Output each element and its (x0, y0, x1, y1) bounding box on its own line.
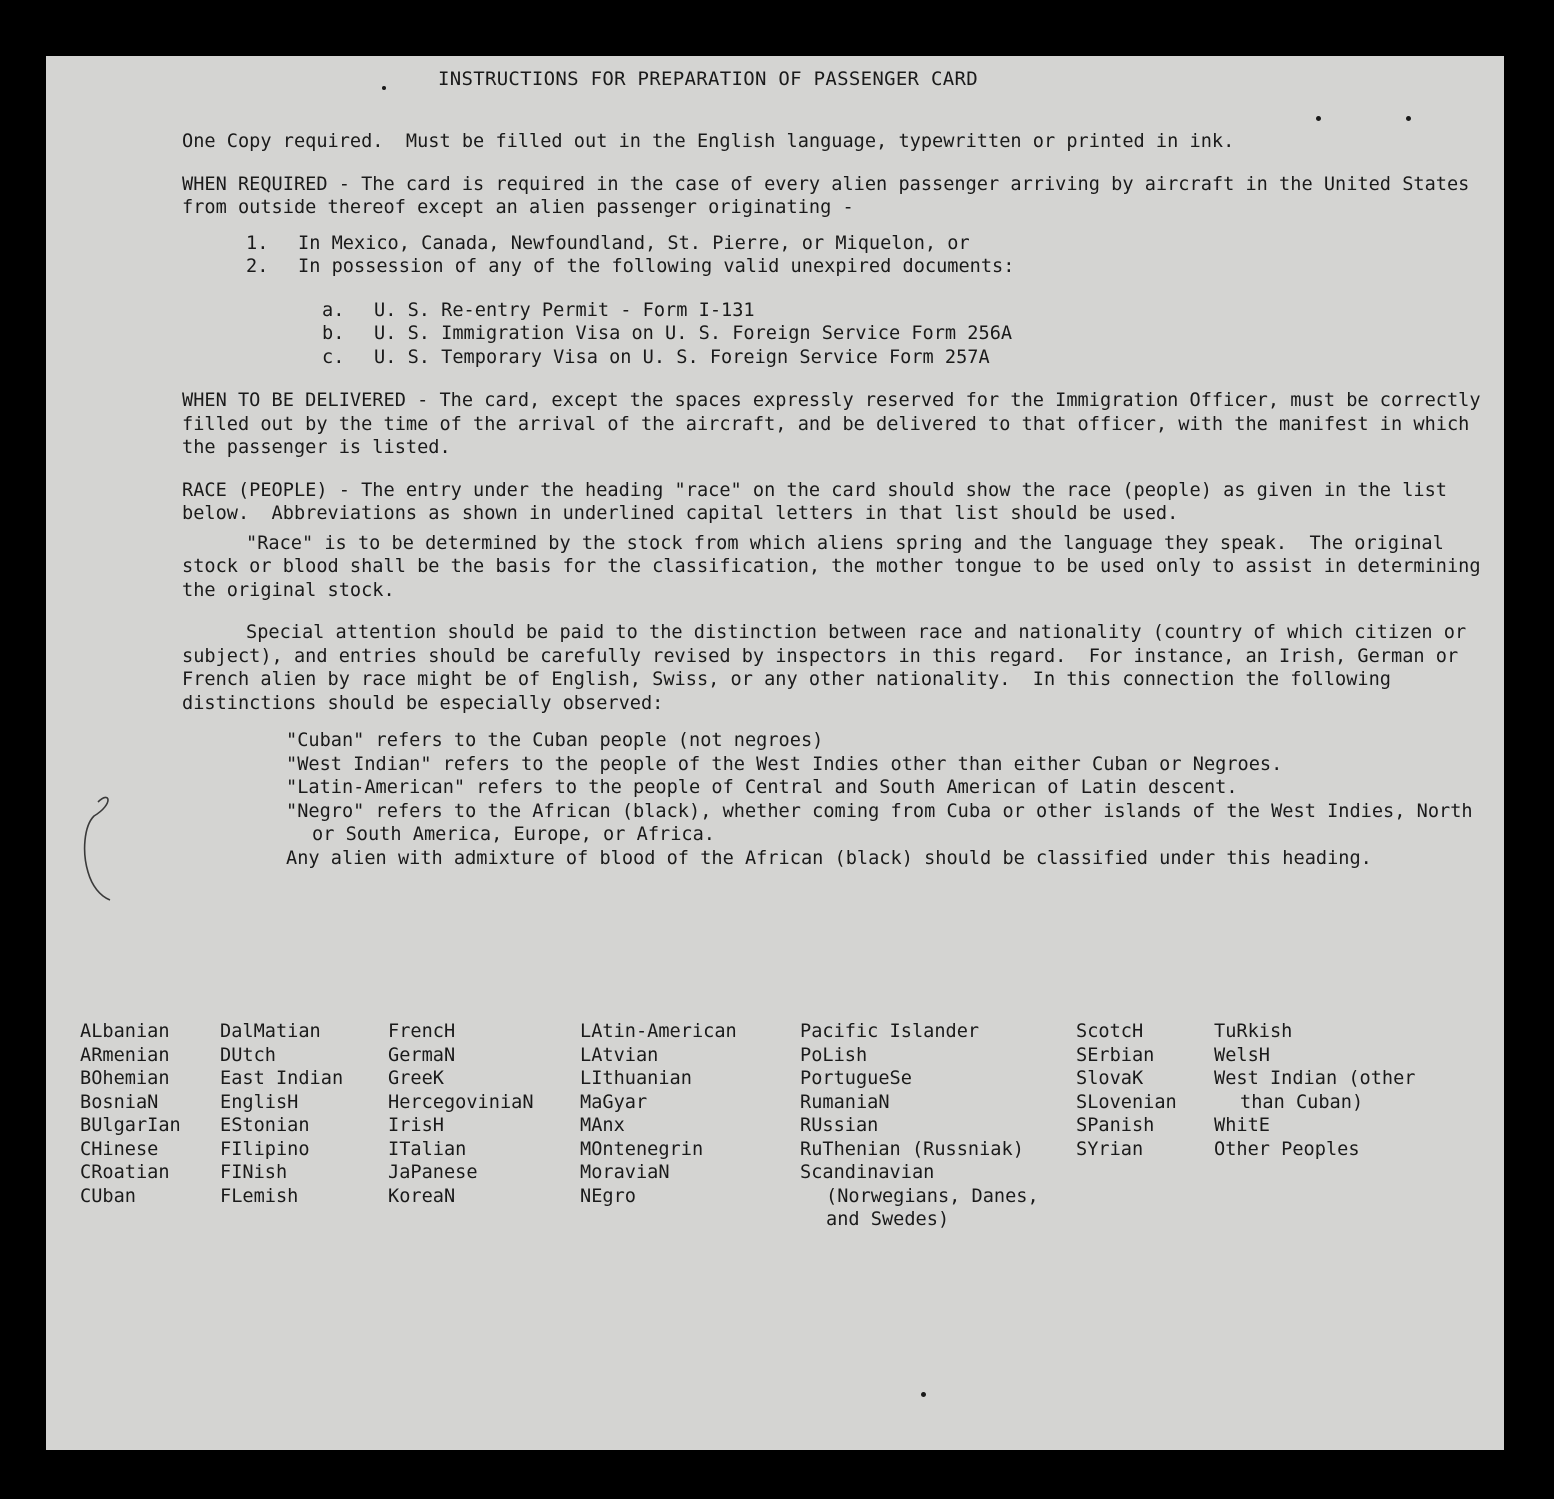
race-item: PortugueSe (800, 1068, 912, 1089)
race-item: WelsH (1214, 1044, 1270, 1066)
race-column (80, 1020, 181, 1208)
race-item: RUssian (800, 1115, 879, 1136)
race-item: IrisH (388, 1115, 444, 1136)
race-item: MAnx (580, 1115, 625, 1136)
race-item: West Indian (other than Cuban) (1214, 1068, 1416, 1113)
exception-list (246, 232, 1492, 279)
race-item: BUlgarIan (80, 1115, 181, 1136)
race-item: LAtvian (580, 1044, 659, 1066)
race-item: WhitE (1214, 1115, 1270, 1136)
race-column (800, 1020, 1062, 1232)
handwritten-mark (80, 792, 120, 902)
list-item: 1. In Mexico, Canada, Newfoundland, St. Pierre, or Miquelon, or (246, 232, 970, 254)
race-item: JaPanese (388, 1162, 478, 1183)
list-item: "Cuban" refers to the Cuban people (not negroes) (286, 730, 824, 751)
race-item: ARmenian (80, 1044, 170, 1066)
race-column (220, 1020, 343, 1208)
race-item: LAtin-American (580, 1021, 737, 1042)
when-delivered-paragraph: WHEN TO BE DELIVERED - The card, except the spaces expressly reserved for the Immigration Officer, must be correctly filled out by the time of the arrival of the aircraft, and be delivered to that officer, with the manifest in which the passenger is listed. (182, 390, 1492, 458)
race-determined-paragraph: "Race" is to be determined by the stock from which aliens spring and the language they speak. The original stock or blood shall be the basis for the classification, the mother tongue to be used only to assist in determining the original stock. (182, 532, 1492, 601)
race-item: DalMatian (220, 1021, 321, 1042)
race-item: ALbanian (80, 1021, 170, 1042)
race-item: SYrian (1076, 1138, 1144, 1160)
list-item: 2. In possession of any of the following valid unexpired documents: (246, 256, 1015, 277)
race-people-paragraph: RACE (PEOPLE) - The entry under the heading "race" on the card should show the race (people) as given in the list below. Abbreviations as shown in underlined capital letters in that list should be used. (182, 479, 1459, 524)
ink-dot (921, 1392, 926, 1397)
page-title: INSTRUCTIONS FOR PREPARATION OF PASSENGER CARD (438, 68, 978, 90)
list-item: "Negro" refers to the African (black), whether coming from Cuba or other islands of the West Indies, North or South America, Europe, or Africa. (286, 800, 1473, 845)
ink-dot (382, 86, 386, 90)
special-attention-paragraph: Special attention should be paid to the distinction between race and nationality (country of which citizen or subject), and entries should be carefully revised by inspectors in this regard. For instance, an Irish, German or French alien by race might be of English, Swiss, or any other nationality. In this connection the following distinctions should be especially observed: (182, 622, 1478, 714)
race-item: MaGyar (580, 1091, 648, 1113)
race-item: CHinese (80, 1138, 159, 1160)
race-column (580, 1020, 737, 1208)
race-item: ScotcH (1076, 1021, 1144, 1042)
race-item: Other Peoples (1214, 1138, 1360, 1160)
race-item: GermaN (388, 1044, 456, 1066)
ink-dot (1316, 116, 1321, 121)
race-item: KoreaN (388, 1185, 456, 1207)
race-item: SPanish (1076, 1115, 1155, 1136)
race-item: LIthuanian (580, 1068, 692, 1089)
race-item: East Indian (220, 1068, 344, 1089)
race-item: SlovaK (1076, 1068, 1144, 1089)
race-column (1076, 1020, 1177, 1161)
race-item: RuThenian (Russniak) (800, 1138, 1024, 1160)
intro-paragraph: One Copy required. Must be filled out in the English language, typewritten or printed in ink. (182, 131, 1235, 152)
document-page (46, 56, 1504, 1450)
race-item: FIlipino (220, 1138, 310, 1160)
race-item: TuRkish (1214, 1021, 1293, 1042)
race-item: FLemish (220, 1185, 299, 1207)
race-item: EnglisH (220, 1091, 299, 1113)
distinctions-list (286, 729, 1492, 870)
race-item: Scandinavian (Norwegians, Danes, and Swedes) (800, 1162, 1039, 1230)
race-item: HercegoviniaN (388, 1091, 534, 1113)
race-item: ITalian (388, 1138, 467, 1160)
race-item: SLovenian (1076, 1091, 1177, 1113)
list-item: Any alien with admixture of blood of the African (black) should be classified under this heading. (286, 847, 1372, 869)
race-item: FrencH (388, 1021, 456, 1042)
race-column (1214, 1020, 1454, 1161)
race-item: GreeK (388, 1068, 444, 1089)
document-list (322, 299, 1492, 370)
race-item: RumaniaN (800, 1091, 890, 1113)
race-column (388, 1020, 534, 1208)
race-item: SErbian (1076, 1044, 1155, 1066)
list-item: a. U. S. Re-entry Permit - Form I-131 (322, 299, 755, 321)
race-item: CRoatian (80, 1162, 170, 1183)
list-item: "Latin-American" refers to the people of Central and South American of Latin descent. (286, 777, 1238, 798)
race-item: NEgro (580, 1185, 636, 1207)
when-required-paragraph: WHEN REQUIRED - The card is required in the case of every alien passenger arriving by aircraft in the United States from outside thereof except an alien passenger originating - (182, 173, 1481, 218)
race-item: MoraviaN (580, 1162, 670, 1183)
race-item: BOhemian (80, 1068, 170, 1089)
race-item: FINish (220, 1162, 288, 1183)
ink-dot (1406, 116, 1411, 121)
instructions-body (182, 130, 1492, 870)
race-item: CUban (80, 1185, 136, 1207)
race-item: DUtch (220, 1044, 276, 1066)
list-item: b. U. S. Immigration Visa on U. S. Foreign Service Form 256A (322, 323, 1013, 344)
race-item: Pacific Islander (800, 1021, 980, 1042)
race-item: BosniaN (80, 1091, 159, 1113)
list-item: c. U. S. Temporary Visa on U. S. Foreign Service Form 257A (322, 346, 990, 368)
race-item: EStonian (220, 1115, 310, 1136)
list-item: "West Indian" refers to the people of the West Indies other than either Cuban or Negroes. (286, 753, 1283, 775)
race-item: PoLish (800, 1044, 868, 1066)
race-item: MOntenegrin (580, 1138, 704, 1160)
